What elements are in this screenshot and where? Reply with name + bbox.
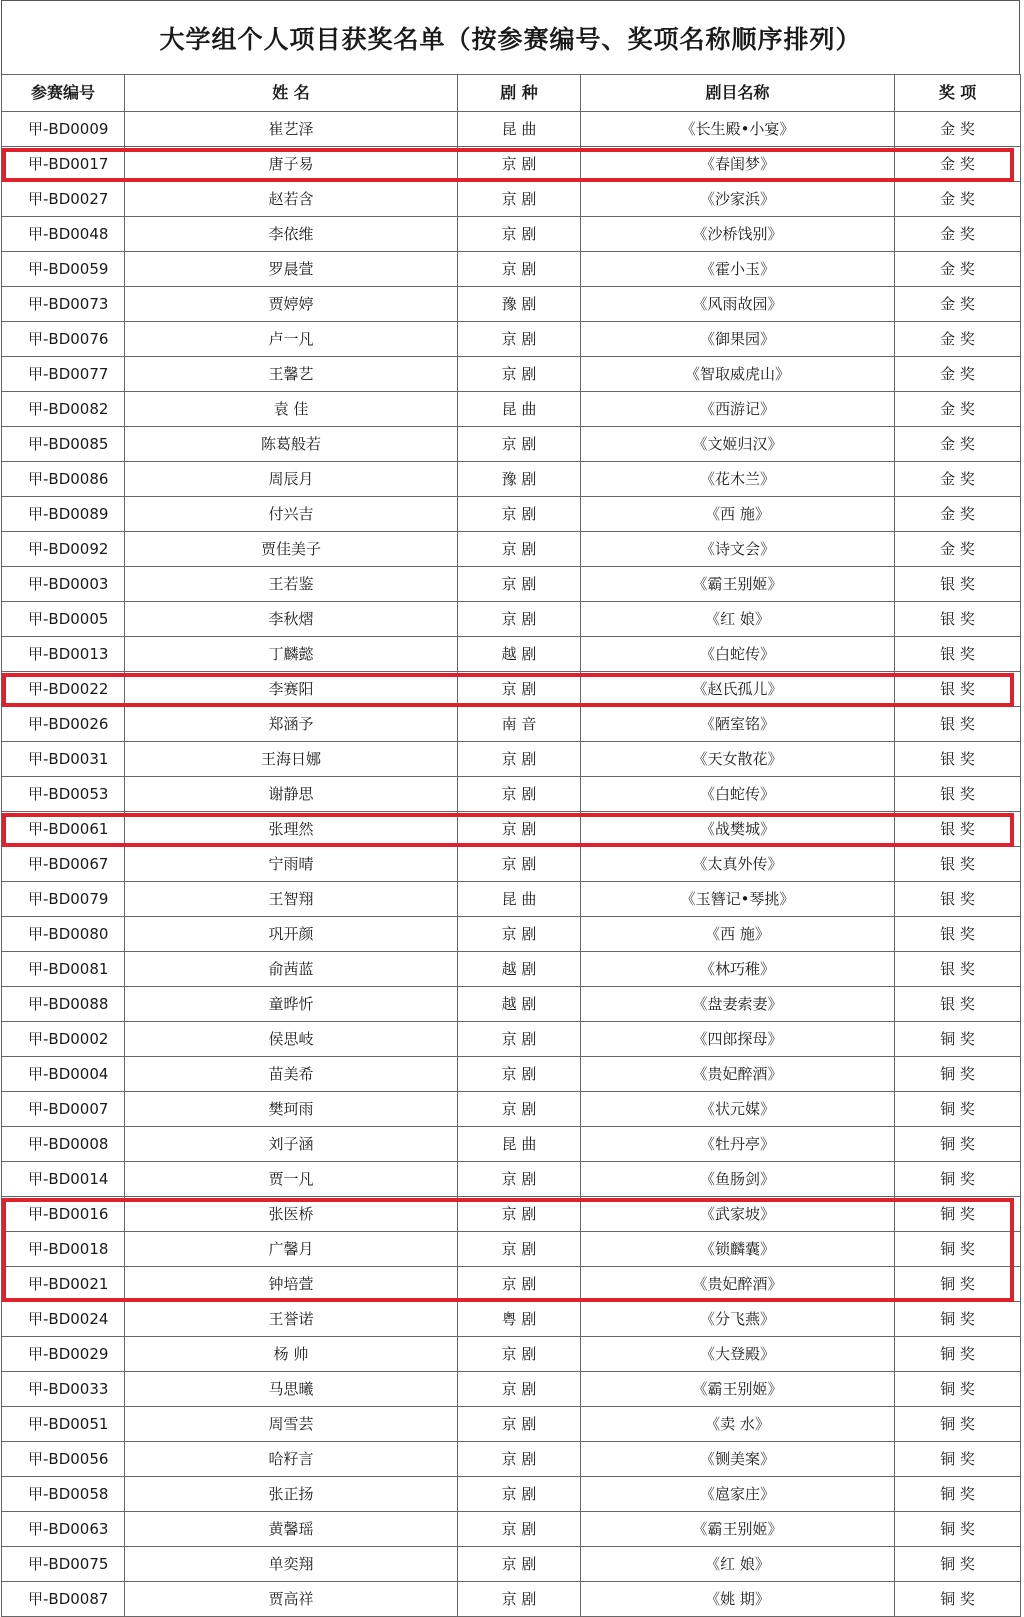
page-title: 大学组个人项目获奖名单（按参赛编号、奖项名称顺序排列） bbox=[1, 0, 1020, 74]
repertoire-cell: 《红 娘》 bbox=[581, 602, 895, 637]
table-row bbox=[2, 987, 1021, 1022]
opera-type-cell: 京 剧 bbox=[458, 497, 581, 532]
name-cell: 陈葛般若 bbox=[125, 427, 458, 462]
repertoire-cell: 《白蛇传》 bbox=[581, 777, 895, 812]
repertoire-cell: 《诗文会》 bbox=[581, 532, 895, 567]
opera-type-cell: 昆 曲 bbox=[458, 112, 581, 147]
repertoire-cell: 《陋室铭》 bbox=[581, 707, 895, 742]
table-row bbox=[2, 147, 1021, 182]
award-cell: 金 奖 bbox=[895, 532, 1021, 567]
repertoire-cell: 《西游记》 bbox=[581, 392, 895, 427]
entry-number-cell: 甲-BD0063 bbox=[2, 1512, 125, 1547]
name-cell: 王馨艺 bbox=[125, 357, 458, 392]
opera-type-cell: 京 剧 bbox=[458, 1267, 581, 1302]
name-cell: 郑涵予 bbox=[125, 707, 458, 742]
award-cell: 银 奖 bbox=[895, 742, 1021, 777]
entry-number-cell: 甲-BD0061 bbox=[2, 812, 125, 847]
table-row bbox=[2, 1057, 1021, 1092]
award-cell: 金 奖 bbox=[895, 287, 1021, 322]
repertoire-cell: 《霸王别姬》 bbox=[581, 1372, 895, 1407]
table-row bbox=[2, 1442, 1021, 1477]
opera-type-cell: 京 剧 bbox=[458, 1512, 581, 1547]
table-row bbox=[2, 672, 1021, 707]
award-cell: 银 奖 bbox=[895, 602, 1021, 637]
table-row bbox=[2, 1512, 1021, 1547]
opera-type-cell: 京 剧 bbox=[458, 1407, 581, 1442]
repertoire-cell: 《红 娘》 bbox=[581, 1547, 895, 1582]
award-cell: 银 奖 bbox=[895, 707, 1021, 742]
repertoire-cell: 《姚 期》 bbox=[581, 1582, 895, 1617]
name-cell: 卢一凡 bbox=[125, 322, 458, 357]
repertoire-cell: 《西 施》 bbox=[581, 497, 895, 532]
repertoire-cell: 《智取威虎山》 bbox=[581, 357, 895, 392]
table-row bbox=[2, 1162, 1021, 1197]
repertoire-cell: 《扈家庄》 bbox=[581, 1477, 895, 1512]
opera-type-cell: 京 剧 bbox=[458, 777, 581, 812]
award-cell: 银 奖 bbox=[895, 812, 1021, 847]
entry-number-cell: 甲-BD0092 bbox=[2, 532, 125, 567]
opera-type-cell: 越 剧 bbox=[458, 952, 581, 987]
entry-number-cell: 甲-BD0059 bbox=[2, 252, 125, 287]
entry-number-cell: 甲-BD0026 bbox=[2, 707, 125, 742]
opera-type-cell: 京 剧 bbox=[458, 847, 581, 882]
table-row bbox=[2, 567, 1021, 602]
table-row bbox=[2, 1337, 1021, 1372]
opera-type-cell: 京 剧 bbox=[458, 1477, 581, 1512]
entry-number-cell: 甲-BD0033 bbox=[2, 1372, 125, 1407]
repertoire-cell: 《花木兰》 bbox=[581, 462, 895, 497]
table-row bbox=[2, 637, 1021, 672]
name-cell: 钟培萱 bbox=[125, 1267, 458, 1302]
repertoire-cell: 《白蛇传》 bbox=[581, 637, 895, 672]
entry-number-cell: 甲-BD0008 bbox=[2, 1127, 125, 1162]
opera-type-cell: 京 剧 bbox=[458, 1057, 581, 1092]
opera-type-cell: 京 剧 bbox=[458, 602, 581, 637]
table-row bbox=[2, 882, 1021, 917]
table-row bbox=[2, 532, 1021, 567]
award-cell: 银 奖 bbox=[895, 882, 1021, 917]
table-row bbox=[2, 1477, 1021, 1512]
entry-number-cell: 甲-BD0085 bbox=[2, 427, 125, 462]
award-cell: 金 奖 bbox=[895, 217, 1021, 252]
name-cell: 张医桥 bbox=[125, 1197, 458, 1232]
award-cell: 金 奖 bbox=[895, 497, 1021, 532]
award-cell: 铜 奖 bbox=[895, 1337, 1021, 1372]
award-cell: 铜 奖 bbox=[895, 1477, 1021, 1512]
repertoire-cell: 《贵妃醉酒》 bbox=[581, 1057, 895, 1092]
name-cell: 俞茜蓝 bbox=[125, 952, 458, 987]
opera-type-cell: 京 剧 bbox=[458, 182, 581, 217]
award-cell: 铜 奖 bbox=[895, 1407, 1021, 1442]
header-repertoire: 剧目名称 bbox=[581, 75, 895, 112]
award-cell: 铜 奖 bbox=[895, 1512, 1021, 1547]
table-row bbox=[2, 1022, 1021, 1057]
entry-number-cell: 甲-BD0058 bbox=[2, 1477, 125, 1512]
award-cell: 金 奖 bbox=[895, 182, 1021, 217]
award-cell: 银 奖 bbox=[895, 672, 1021, 707]
table-row bbox=[2, 1232, 1021, 1267]
repertoire-cell: 《霸王别姬》 bbox=[581, 1512, 895, 1547]
opera-type-cell: 豫 剧 bbox=[458, 287, 581, 322]
entry-number-cell: 甲-BD0014 bbox=[2, 1162, 125, 1197]
opera-type-cell: 京 剧 bbox=[458, 357, 581, 392]
header-award: 奖 项 bbox=[895, 75, 1021, 112]
opera-type-cell: 京 剧 bbox=[458, 1547, 581, 1582]
table-row bbox=[2, 217, 1021, 252]
entry-number-cell: 甲-BD0075 bbox=[2, 1547, 125, 1582]
opera-type-cell: 粤 剧 bbox=[458, 1302, 581, 1337]
name-cell: 王若鉴 bbox=[125, 567, 458, 602]
award-cell: 铜 奖 bbox=[895, 1372, 1021, 1407]
entry-number-cell: 甲-BD0077 bbox=[2, 357, 125, 392]
name-cell: 周辰月 bbox=[125, 462, 458, 497]
entry-number-cell: 甲-BD0089 bbox=[2, 497, 125, 532]
repertoire-cell: 《卖 水》 bbox=[581, 1407, 895, 1442]
name-cell: 马思曦 bbox=[125, 1372, 458, 1407]
table-row bbox=[2, 497, 1021, 532]
name-cell: 李依维 bbox=[125, 217, 458, 252]
entry-number-cell: 甲-BD0003 bbox=[2, 567, 125, 602]
name-cell: 侯思岐 bbox=[125, 1022, 458, 1057]
repertoire-cell: 《林巧稚》 bbox=[581, 952, 895, 987]
award-cell: 铜 奖 bbox=[895, 1302, 1021, 1337]
name-cell: 宁雨晴 bbox=[125, 847, 458, 882]
name-cell: 苗美希 bbox=[125, 1057, 458, 1092]
name-cell: 付兴吉 bbox=[125, 497, 458, 532]
entry-number-cell: 甲-BD0009 bbox=[2, 112, 125, 147]
opera-type-cell: 京 剧 bbox=[458, 1232, 581, 1267]
entry-number-cell: 甲-BD0087 bbox=[2, 1582, 125, 1617]
repertoire-cell: 《武家坡》 bbox=[581, 1197, 895, 1232]
table-row bbox=[2, 1302, 1021, 1337]
table-row bbox=[2, 812, 1021, 847]
repertoire-cell: 《鱼肠剑》 bbox=[581, 1162, 895, 1197]
name-cell: 黄馨瑶 bbox=[125, 1512, 458, 1547]
entry-number-cell: 甲-BD0086 bbox=[2, 462, 125, 497]
opera-type-cell: 京 剧 bbox=[458, 1372, 581, 1407]
name-cell: 张理然 bbox=[125, 812, 458, 847]
entry-number-cell: 甲-BD0007 bbox=[2, 1092, 125, 1127]
repertoire-cell: 《状元媒》 bbox=[581, 1092, 895, 1127]
entry-number-cell: 甲-BD0067 bbox=[2, 847, 125, 882]
entry-number-cell: 甲-BD0027 bbox=[2, 182, 125, 217]
award-cell: 金 奖 bbox=[895, 462, 1021, 497]
entry-number-cell: 甲-BD0082 bbox=[2, 392, 125, 427]
opera-type-cell: 京 剧 bbox=[458, 1337, 581, 1372]
opera-type-cell: 京 剧 bbox=[458, 532, 581, 567]
table-row bbox=[2, 1127, 1021, 1162]
entry-number-cell: 甲-BD0024 bbox=[2, 1302, 125, 1337]
award-cell: 银 奖 bbox=[895, 952, 1021, 987]
award-cell: 金 奖 bbox=[895, 252, 1021, 287]
repertoire-cell: 《文姬归汉》 bbox=[581, 427, 895, 462]
opera-type-cell: 京 剧 bbox=[458, 252, 581, 287]
table-row bbox=[2, 742, 1021, 777]
table-row bbox=[2, 1372, 1021, 1407]
opera-type-cell: 京 剧 bbox=[458, 427, 581, 462]
award-cell: 金 奖 bbox=[895, 392, 1021, 427]
name-cell: 童晔忻 bbox=[125, 987, 458, 1022]
award-cell: 银 奖 bbox=[895, 777, 1021, 812]
table-body bbox=[2, 112, 1021, 1617]
repertoire-cell: 《玉簪记•琴挑》 bbox=[581, 882, 895, 917]
repertoire-cell: 《春闺梦》 bbox=[581, 147, 895, 182]
repertoire-cell: 《沙家浜》 bbox=[581, 182, 895, 217]
opera-type-cell: 南 音 bbox=[458, 707, 581, 742]
name-cell: 杨 帅 bbox=[125, 1337, 458, 1372]
name-cell: 李秋熠 bbox=[125, 602, 458, 637]
table-row bbox=[2, 847, 1021, 882]
name-cell: 王智翔 bbox=[125, 882, 458, 917]
entry-number-cell: 甲-BD0080 bbox=[2, 917, 125, 952]
repertoire-cell: 《大登殿》 bbox=[581, 1337, 895, 1372]
table-row bbox=[2, 357, 1021, 392]
entry-number-cell: 甲-BD0018 bbox=[2, 1232, 125, 1267]
award-cell: 铜 奖 bbox=[895, 1232, 1021, 1267]
header-name: 姓 名 bbox=[125, 75, 458, 112]
table-row bbox=[2, 1407, 1021, 1442]
repertoire-cell: 《太真外传》 bbox=[581, 847, 895, 882]
award-cell: 银 奖 bbox=[895, 637, 1021, 672]
opera-type-cell: 京 剧 bbox=[458, 1092, 581, 1127]
entry-number-cell: 甲-BD0002 bbox=[2, 1022, 125, 1057]
repertoire-cell: 《赵氏孤儿》 bbox=[581, 672, 895, 707]
name-cell: 王誉诺 bbox=[125, 1302, 458, 1337]
opera-type-cell: 京 剧 bbox=[458, 217, 581, 252]
name-cell: 崔艺泽 bbox=[125, 112, 458, 147]
repertoire-cell: 《风雨故园》 bbox=[581, 287, 895, 322]
name-cell: 唐子易 bbox=[125, 147, 458, 182]
entry-number-cell: 甲-BD0056 bbox=[2, 1442, 125, 1477]
award-cell: 金 奖 bbox=[895, 147, 1021, 182]
name-cell: 赵若含 bbox=[125, 182, 458, 217]
opera-type-cell: 越 剧 bbox=[458, 987, 581, 1022]
repertoire-cell: 《分飞燕》 bbox=[581, 1302, 895, 1337]
opera-type-cell: 京 剧 bbox=[458, 812, 581, 847]
name-cell: 张正扬 bbox=[125, 1477, 458, 1512]
table-row bbox=[2, 1547, 1021, 1582]
table-row bbox=[2, 252, 1021, 287]
opera-type-cell: 京 剧 bbox=[458, 1197, 581, 1232]
award-cell: 铜 奖 bbox=[895, 1092, 1021, 1127]
header-opera-type: 剧 种 bbox=[458, 75, 581, 112]
award-cell: 铜 奖 bbox=[895, 1127, 1021, 1162]
table-header-row bbox=[2, 75, 1021, 112]
opera-type-cell: 昆 曲 bbox=[458, 882, 581, 917]
award-cell: 金 奖 bbox=[895, 322, 1021, 357]
opera-type-cell: 昆 曲 bbox=[458, 392, 581, 427]
table-row bbox=[2, 1582, 1021, 1617]
name-cell: 李赛阳 bbox=[125, 672, 458, 707]
award-cell: 金 奖 bbox=[895, 112, 1021, 147]
opera-type-cell: 京 剧 bbox=[458, 672, 581, 707]
table-row bbox=[2, 112, 1021, 147]
award-cell: 铜 奖 bbox=[895, 1057, 1021, 1092]
repertoire-cell: 《贵妃醉酒》 bbox=[581, 1267, 895, 1302]
name-cell: 单奕翔 bbox=[125, 1547, 458, 1582]
table-row bbox=[2, 427, 1021, 462]
table-row bbox=[2, 322, 1021, 357]
entry-number-cell: 甲-BD0005 bbox=[2, 602, 125, 637]
entry-number-cell: 甲-BD0051 bbox=[2, 1407, 125, 1442]
award-cell: 银 奖 bbox=[895, 987, 1021, 1022]
repertoire-cell: 《长生殿•小宴》 bbox=[581, 112, 895, 147]
repertoire-cell: 《天女散花》 bbox=[581, 742, 895, 777]
opera-type-cell: 京 剧 bbox=[458, 567, 581, 602]
repertoire-cell: 《四郎探母》 bbox=[581, 1022, 895, 1057]
repertoire-cell: 《霸王别姬》 bbox=[581, 567, 895, 602]
award-cell: 铜 奖 bbox=[895, 1442, 1021, 1477]
repertoire-cell: 《西 施》 bbox=[581, 917, 895, 952]
award-cell: 铜 奖 bbox=[895, 1197, 1021, 1232]
opera-type-cell: 昆 曲 bbox=[458, 1127, 581, 1162]
repertoire-cell: 《铡美案》 bbox=[581, 1442, 895, 1477]
table-row bbox=[2, 602, 1021, 637]
name-cell: 谢静思 bbox=[125, 777, 458, 812]
opera-type-cell: 京 剧 bbox=[458, 147, 581, 182]
table-row bbox=[2, 1197, 1021, 1232]
name-cell: 周雪芸 bbox=[125, 1407, 458, 1442]
repertoire-cell: 《霍小玉》 bbox=[581, 252, 895, 287]
award-cell: 金 奖 bbox=[895, 357, 1021, 392]
table-row bbox=[2, 1092, 1021, 1127]
entry-number-cell: 甲-BD0021 bbox=[2, 1267, 125, 1302]
entry-number-cell: 甲-BD0088 bbox=[2, 987, 125, 1022]
table-row bbox=[2, 707, 1021, 742]
name-cell: 哈籽言 bbox=[125, 1442, 458, 1477]
entry-number-cell: 甲-BD0004 bbox=[2, 1057, 125, 1092]
award-table bbox=[1, 74, 1021, 1617]
entry-number-cell: 甲-BD0013 bbox=[2, 637, 125, 672]
entry-number-cell: 甲-BD0016 bbox=[2, 1197, 125, 1232]
opera-type-cell: 京 剧 bbox=[458, 1162, 581, 1197]
name-cell: 巩开颜 bbox=[125, 917, 458, 952]
award-cell: 银 奖 bbox=[895, 917, 1021, 952]
name-cell: 袁 佳 bbox=[125, 392, 458, 427]
table-row bbox=[2, 287, 1021, 322]
entry-number-cell: 甲-BD0081 bbox=[2, 952, 125, 987]
award-cell: 铜 奖 bbox=[895, 1162, 1021, 1197]
repertoire-cell: 《锁麟囊》 bbox=[581, 1232, 895, 1267]
repertoire-cell: 《盘妻索妻》 bbox=[581, 987, 895, 1022]
entry-number-cell: 甲-BD0029 bbox=[2, 1337, 125, 1372]
opera-type-cell: 京 剧 bbox=[458, 1582, 581, 1617]
name-cell: 罗晨萱 bbox=[125, 252, 458, 287]
name-cell: 王海日娜 bbox=[125, 742, 458, 777]
name-cell: 贾佳美子 bbox=[125, 532, 458, 567]
entry-number-cell: 甲-BD0073 bbox=[2, 287, 125, 322]
repertoire-cell: 《御果园》 bbox=[581, 322, 895, 357]
table-row bbox=[2, 777, 1021, 812]
opera-type-cell: 京 剧 bbox=[458, 1442, 581, 1477]
opera-type-cell: 京 剧 bbox=[458, 917, 581, 952]
award-cell: 铜 奖 bbox=[895, 1547, 1021, 1582]
opera-type-cell: 京 剧 bbox=[458, 322, 581, 357]
name-cell: 广馨月 bbox=[125, 1232, 458, 1267]
entry-number-cell: 甲-BD0048 bbox=[2, 217, 125, 252]
name-cell: 樊珂雨 bbox=[125, 1092, 458, 1127]
repertoire-cell: 《牡丹亭》 bbox=[581, 1127, 895, 1162]
name-cell: 刘子涵 bbox=[125, 1127, 458, 1162]
entry-number-cell: 甲-BD0079 bbox=[2, 882, 125, 917]
opera-type-cell: 豫 剧 bbox=[458, 462, 581, 497]
entry-number-cell: 甲-BD0017 bbox=[2, 147, 125, 182]
name-cell: 贾一凡 bbox=[125, 1162, 458, 1197]
repertoire-cell: 《战樊城》 bbox=[581, 812, 895, 847]
entry-number-cell: 甲-BD0031 bbox=[2, 742, 125, 777]
table-row bbox=[2, 462, 1021, 497]
opera-type-cell: 京 剧 bbox=[458, 1022, 581, 1057]
table-row bbox=[2, 182, 1021, 217]
award-cell: 银 奖 bbox=[895, 847, 1021, 882]
award-cell: 铜 奖 bbox=[895, 1022, 1021, 1057]
repertoire-cell: 《沙桥饯别》 bbox=[581, 217, 895, 252]
entry-number-cell: 甲-BD0076 bbox=[2, 322, 125, 357]
name-cell: 贾婷婷 bbox=[125, 287, 458, 322]
table-row bbox=[2, 917, 1021, 952]
award-cell: 铜 奖 bbox=[895, 1267, 1021, 1302]
header-entry-number: 参赛编号 bbox=[2, 75, 125, 112]
award-cell: 铜 奖 bbox=[895, 1582, 1021, 1617]
award-cell: 银 奖 bbox=[895, 567, 1021, 602]
table-row bbox=[2, 392, 1021, 427]
award-cell: 金 奖 bbox=[895, 427, 1021, 462]
name-cell: 贾高祥 bbox=[125, 1582, 458, 1617]
entry-number-cell: 甲-BD0053 bbox=[2, 777, 125, 812]
opera-type-cell: 京 剧 bbox=[458, 742, 581, 777]
table-row bbox=[2, 1267, 1021, 1302]
table-row bbox=[2, 952, 1021, 987]
name-cell: 丁麟懿 bbox=[125, 637, 458, 672]
entry-number-cell: 甲-BD0022 bbox=[2, 672, 125, 707]
opera-type-cell: 越 剧 bbox=[458, 637, 581, 672]
